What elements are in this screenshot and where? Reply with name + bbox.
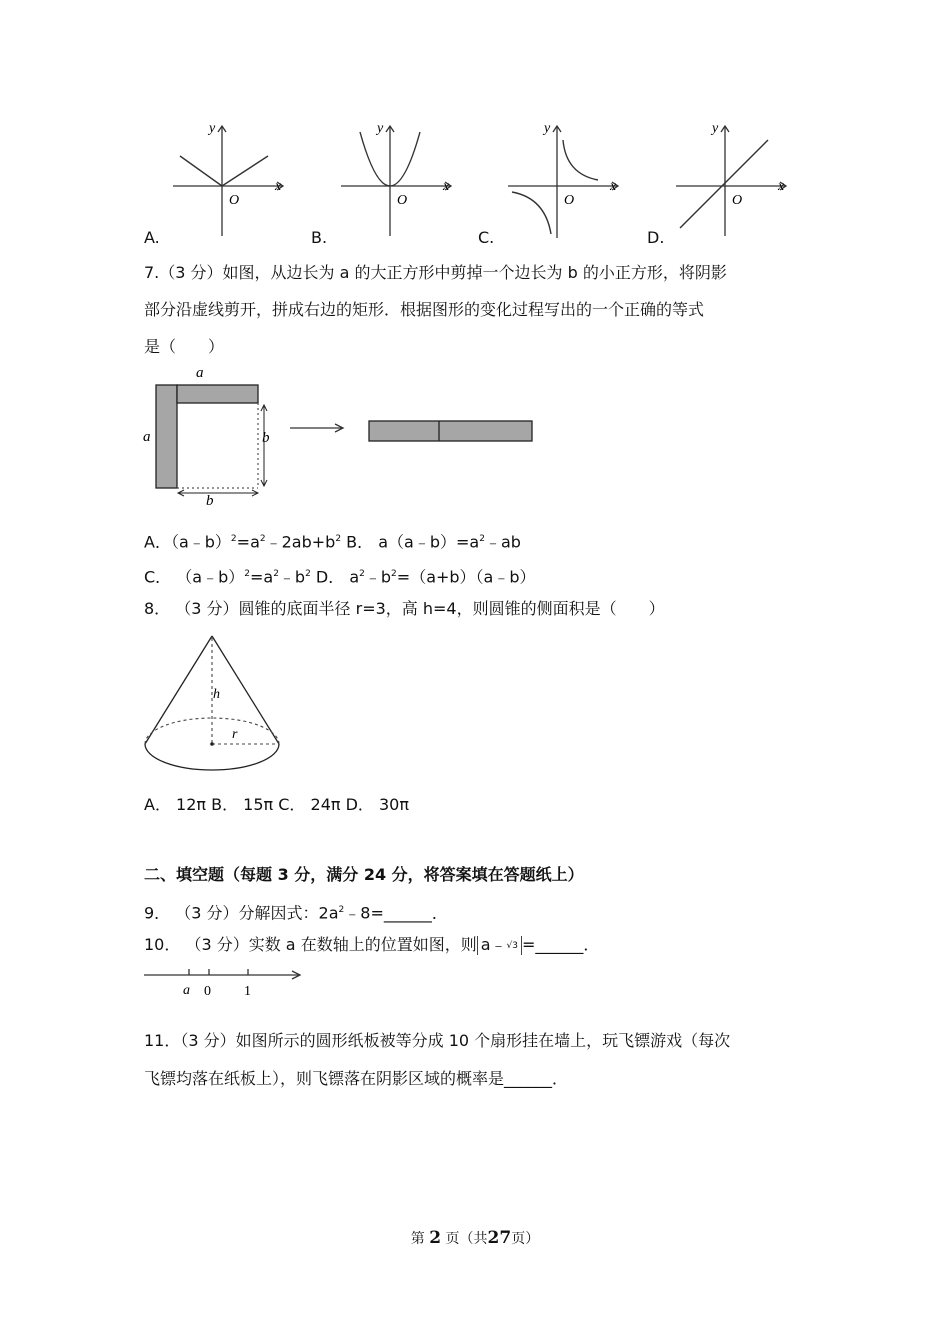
result-rectangle	[369, 421, 532, 441]
label-r: r	[232, 727, 238, 742]
y-axis-label: y	[377, 121, 384, 136]
cone-figure	[140, 632, 290, 774]
q9-text: 9． （3 分）分解因式：$2a^2﹣8=\_\_\_\_\_\_$．	[144, 903, 448, 923]
section-2-title: 二、填空题（每题 3 分，满分 24 分，将答案填在答题纸上）	[144, 865, 584, 884]
x-axis-label: x	[610, 179, 617, 194]
shaded-top-strip	[177, 385, 258, 403]
label-h: h	[213, 687, 220, 702]
x-axis-label: x	[275, 179, 282, 194]
label-b-bottom: b	[206, 493, 214, 507]
origin-label: O	[564, 193, 575, 208]
x-axis-label: x	[778, 179, 785, 194]
origin-label: O	[229, 193, 240, 208]
q8-text: 8． （3 分）圆锥的底面半径 r=3，高 h=4，则圆锥的侧面积是（ ）	[144, 599, 665, 618]
tick-label-a: a	[183, 983, 190, 998]
graph-c-hyperbola	[500, 118, 625, 240]
q7-figure	[140, 362, 540, 507]
q7-line-3: 是（ ）	[144, 337, 225, 356]
graph-d-line	[668, 118, 793, 240]
label-a-left: a	[143, 429, 151, 445]
label-a-top: a	[196, 365, 204, 381]
label-b-right: b	[262, 430, 270, 446]
origin-label: O	[732, 193, 743, 208]
tick-label-0: 0	[204, 984, 211, 999]
graph-b-parabola	[333, 118, 458, 240]
tick-label-1: 1	[244, 984, 251, 999]
q7-line-1: 7.（3 分）如图，从边长为 a 的大正方形中剪掉一个边长为 b 的小正方形，将阴影	[144, 263, 727, 282]
y-axis-label: y	[209, 121, 216, 136]
graph-a-abs-value	[165, 118, 290, 240]
x-axis-label: x	[443, 179, 450, 194]
q8-options: A． 12π B． 15π C． 24π D． 30π	[144, 795, 409, 814]
origin-label: O	[397, 193, 408, 208]
page-footer: 第 2 页（共27页）	[410, 1228, 540, 1248]
shaded-left-strip	[156, 385, 177, 488]
option-d-label: D.	[647, 228, 665, 247]
y-axis-label: y	[544, 121, 551, 136]
q7-option-a-b: A．$(a﹣b)^2=a^2﹣2ab+b^2$ B． $a(a﹣b)=a^2﹣ab$	[144, 532, 521, 552]
q7-option-c-d: C． $(a﹣b)^2=a^2﹣b^2$ D． $a^2﹣b^2=(a+b)(a﹣b)$	[144, 567, 536, 587]
q11-line-1: 11．（3 分）如图所示的圆形纸板被等分成 10 个扇形挂在墙上，玩飞镖游戏（每次	[144, 1031, 731, 1050]
number-line	[142, 964, 307, 1000]
option-a-label: A.	[144, 228, 160, 247]
y-axis-label: y	[712, 121, 719, 136]
q11-line-2: 飞镖均落在纸板上），则飞镖落在阴影区域的概率是______．	[144, 1069, 569, 1088]
q10-text: 10． （3 分）实数 a 在数轴上的位置如图，则 a﹣√3 =______．	[144, 935, 600, 954]
option-b-label: B.	[311, 228, 328, 247]
q7-line-2: 部分沿虚线剪开，拼成右边的矩形．根据图形的变化过程写出的一个正确的等式	[144, 300, 705, 319]
option-c-label: C.	[478, 228, 495, 247]
